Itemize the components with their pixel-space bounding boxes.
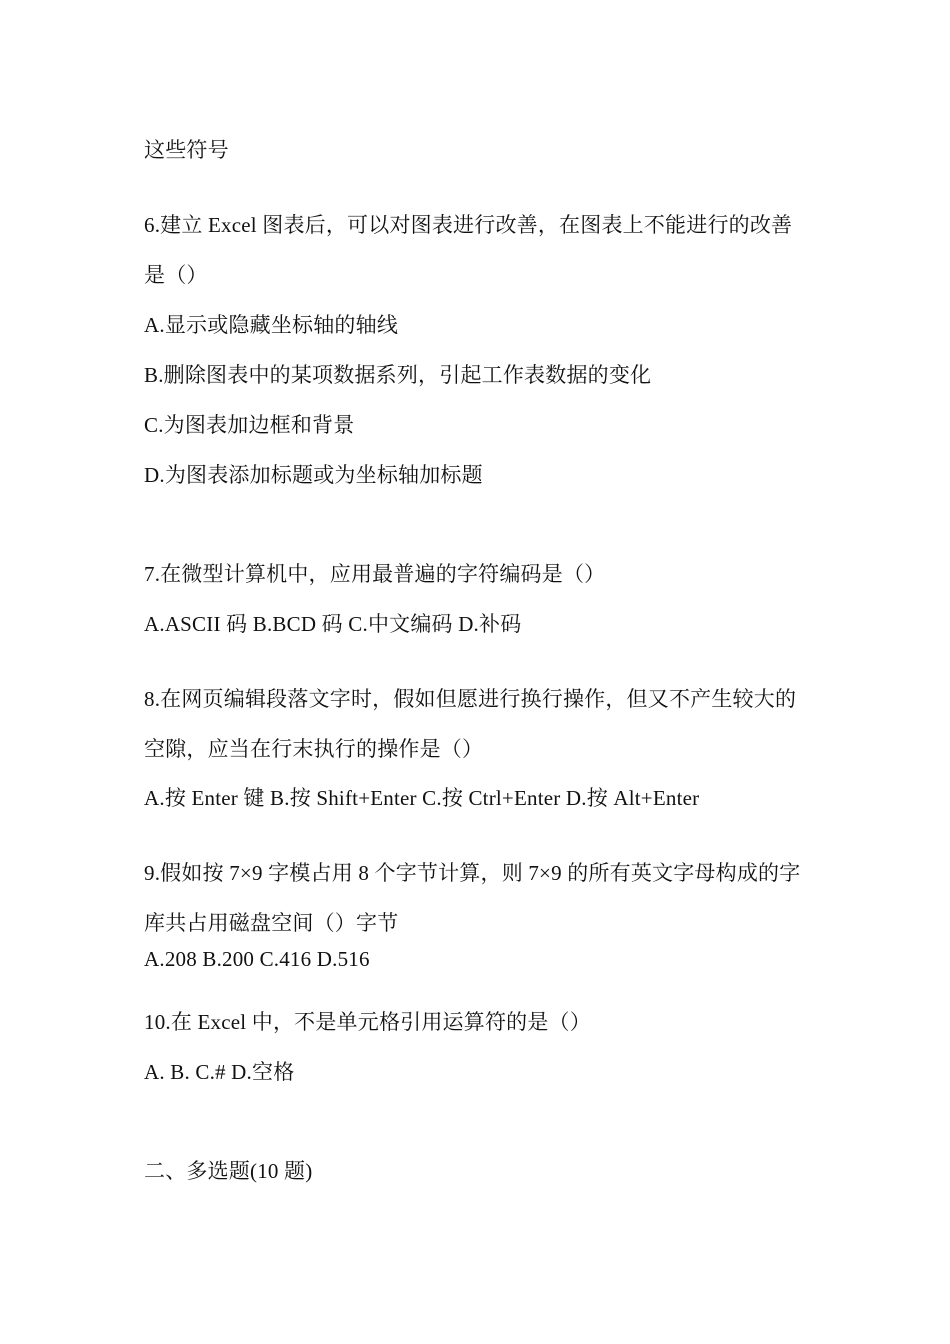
question-7-options: A.ASCII 码 B.BCD 码 C.中文编码 D.补码 bbox=[144, 612, 522, 636]
question-9-stem-line1: 9.假如按 7×9 字模占用 8 个字节计算，则 7×9 的所有英文字母构成的字 bbox=[144, 861, 801, 885]
question-10-stem: 10.在 Excel 中，不是单元格引用运算符的是（） bbox=[144, 1010, 591, 1034]
question-6-stem-line1: 6.建立 Excel 图表后，可以对图表进行改善，在图表上不能进行的改善 bbox=[144, 213, 793, 237]
question-10-options: A. B. C.# D.空格 bbox=[144, 1060, 295, 1084]
section-heading: 二、多选题(10 题) bbox=[144, 1159, 313, 1183]
question-6-option-c: C.为图表加边框和背景 bbox=[144, 413, 355, 437]
question-8-options: A.按 Enter 键 B.按 Shift+Enter C.按 Ctrl+Enter D.按 Alt+Enter bbox=[144, 786, 700, 810]
question-9-stem-line2: 库共占用磁盘空间（）字节 bbox=[144, 911, 399, 935]
question-7-stem: 7.在微型计算机中，应用最普遍的字符编码是（） bbox=[144, 562, 606, 586]
question-8-stem-line1: 8.在网页编辑段落文字时，假如但愿进行换行操作，但又不产生较大的 bbox=[144, 687, 797, 711]
question-8-stem-line2: 空隙，应当在行末执行的操作是（） bbox=[144, 737, 484, 761]
question-6-option-a: A.显示或隐藏坐标轴的轴线 bbox=[144, 313, 399, 337]
question-9-options: A.208 B.200 C.416 D.516 bbox=[144, 947, 370, 971]
question-6-stem-line2: 是（） bbox=[144, 263, 208, 287]
question-6-option-d: D.为图表添加标题或为坐标轴加标题 bbox=[144, 463, 483, 487]
question-6-option-b: B.删除图表中的某项数据系列，引起工作表数据的变化 bbox=[144, 363, 652, 387]
intro-text: 这些符号 bbox=[144, 138, 229, 162]
